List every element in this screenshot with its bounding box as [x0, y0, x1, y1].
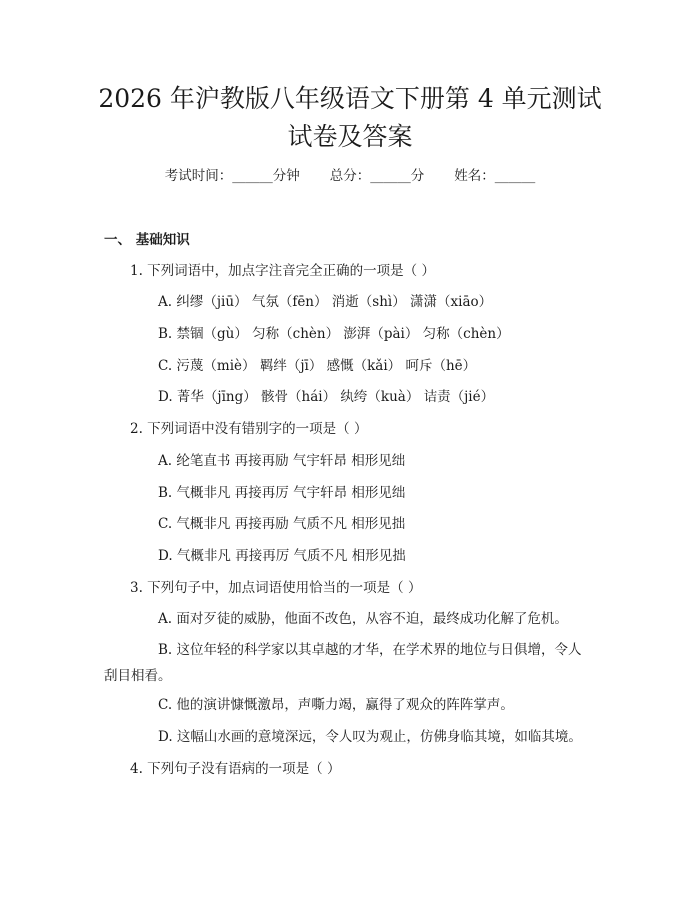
question-3-option-a: A. 面对歹徒的威胁，他面不改色，从容不迫，最终成功化解了危机。	[158, 611, 568, 627]
question-2-option-d: D. 气概非凡 再接再厉 气质不凡 相形见拙	[158, 548, 406, 564]
question-2-stem: 2. 下列词语中没有错别字的一项是（ ）	[130, 421, 368, 437]
exam-time-field: 考试时间：______分钟	[164, 168, 300, 184]
question-3-stem: 3. 下列句子中，加点词语使用恰当的一项是（ ）	[130, 580, 422, 596]
question-1-option-a: A. 纠缪（jiū） 气氛（fēn） 消逝（shì） 潇潇（xiāo）	[158, 294, 493, 310]
student-name-field: 姓名：______	[454, 168, 536, 184]
question-1-stem: 1. 下列词语中，加点字注音完全正确的一项是（ ）	[130, 263, 435, 279]
question-3-option-b: B. 这位年轻的科学家以其卓越的才华，在学术界的地位与日俱增，令人刮目相看。	[104, 642, 582, 684]
question-1-option-d: D. 菁华（jīng） 骸骨（hái） 纨绔（kuà） 诘责（jié）	[158, 389, 495, 405]
exam-title-line-1: 2026 年沪教版八年级语文下册第 4 单元测试	[98, 84, 602, 113]
question-3-option-d: D. 这幅山水画的意境深远，令人叹为观止，仿佛身临其境，如临其境。	[158, 729, 582, 745]
question-1-option-b: B. 禁锢（gù） 匀称（chèn） 澎湃（pài） 匀称（chèn）	[158, 326, 510, 342]
section-heading-basic-knowledge: 一、 基础知识	[104, 232, 190, 248]
question-2-option-c: C. 气概非凡 再接再励 气质不凡 相形见拙	[158, 516, 406, 532]
question-4-stem: 4. 下列句子没有语病的一项是（ ）	[130, 761, 341, 777]
exam-title-line-2: 试卷及答案	[287, 122, 413, 151]
question-3-option-c: C. 他的演讲慷慨激昂，声嘶力竭，赢得了观众的阵阵掌声。	[158, 697, 514, 713]
question-2-option-a: A. 纶笔直书 再接再励 气宇轩昂 相形见绌	[158, 453, 406, 469]
question-1-option-c: C. 污蔑（miè） 羁绊（jī） 感慨（kǎi） 呵斥（hē）	[158, 358, 477, 374]
question-2-option-b: B. 气概非凡 再接再厉 气宇轩昂 相形见绌	[158, 485, 406, 501]
total-score-field: 总分：______分	[329, 168, 425, 184]
exam-meta	[0, 166, 700, 186]
